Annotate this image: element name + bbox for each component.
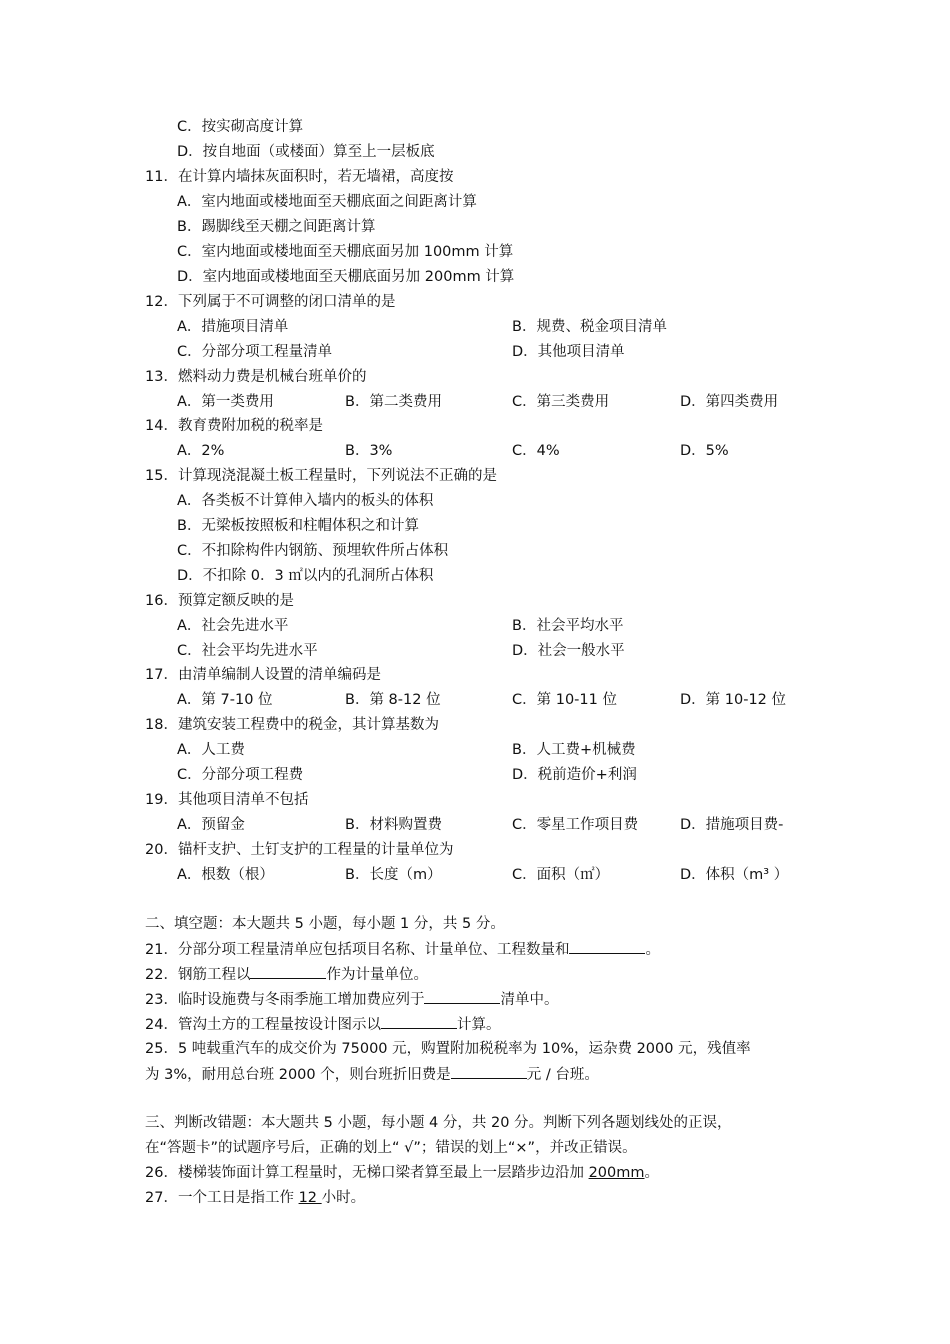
q25-answer-blank[interactable] [451, 1064, 527, 1079]
q22-answer-blank[interactable] [250, 964, 326, 979]
q26-underlined: 200mm [588, 1165, 645, 1181]
q25-line-1: 25．5 吨载重汽车的成交价为 75000 元，购置附加税税率为 10%，运杂费 2000 元，残值率 [145, 1041, 751, 1057]
q15-option-a: A．各类板不计算伸入墙内的板头的体积 [177, 493, 434, 509]
q11-option-b: B．踢脚线至天棚之间距离计算 [177, 219, 376, 235]
q10-option-d: D．按自地面（或楼面）算至上一层板底 [177, 144, 435, 160]
q17-option-c: C．第 10-11 位 [512, 692, 617, 708]
q26-text: 26．楼梯装饰面计算工程量时，无梯口梁者算至最上一层踏步边沿加 [145, 1165, 589, 1181]
q11-option-a: A．室内地面或楼地面至天棚底面之间距离计算 [177, 194, 477, 210]
q16-option-b: B．社会平均水平 [512, 618, 624, 634]
q15-stem: 15．计算现浇混凝土板工程量时，下列说法不正确的是 [145, 468, 497, 484]
q18-option-d: D．税前造价+利润 [512, 767, 637, 783]
q27 [145, 1188, 365, 1208]
q12-stem: 12．下列属于不可调整的闭口清单的是 [145, 294, 396, 310]
q19-option-d: D．措施项目费- [680, 817, 784, 833]
q14-option-d: D．5% [680, 443, 729, 459]
q14-option-c: C．4% [512, 443, 560, 459]
q17-option-a: A．第 7-10 位 [177, 692, 273, 708]
q21-end: 。 [645, 942, 660, 958]
q11-stem: 11．在计算内墙抹灰面积时，若无墙裙，高度按 [145, 169, 454, 185]
q23-end: 清单中。 [500, 992, 559, 1008]
q20-stem: 20．锚杆支护、土钉支护的工程量的计量单位为 [145, 842, 454, 858]
q27-end: 小时。 [321, 1190, 366, 1206]
q17-stem: 17．由清单编制人设置的清单编码是 [145, 667, 381, 683]
q14-option-b: B．3% [345, 443, 393, 459]
q15-option-b: B．无梁板按照板和柱帽体积之和计算 [177, 518, 419, 534]
q21-answer-blank[interactable] [569, 939, 645, 954]
q20-option-c: C．面积（㎡） [512, 867, 610, 883]
q21-text: 21．分部分项工程量清单应包括项目名称、计量单位、工程数量和 [145, 942, 570, 958]
section-3-heading-line-2: 在“答题卡”的试题序号后，正确的划上“ √”；错误的划上“×”，并改正错误。 [145, 1140, 637, 1156]
q16-option-c: C．社会平均先进水平 [177, 643, 318, 659]
q18-stem: 18．建筑安装工程费中的税金，其计算基数为 [145, 717, 439, 733]
q15-option-d: D．不扣除 0．3 ㎡以内的孔洞所占体积 [177, 568, 434, 584]
q18-option-c: C．分部分项工程费 [177, 767, 304, 783]
q24-end: 计算。 [456, 1017, 501, 1033]
q20-option-a: A．根数（根） [177, 867, 274, 883]
q14-stem: 14．教育费附加税的税率是 [145, 418, 323, 434]
q25-text: 为 3%，耐用总台班 2000 个，则台班折旧费是 [145, 1067, 451, 1083]
q12-option-c: C．分部分项工程量清单 [177, 344, 333, 360]
q18-option-b: B．人工费+机械费 [512, 742, 636, 758]
q20-option-d: D．体积（m³ ） [680, 867, 789, 883]
q16-option-d: D．社会一般水平 [512, 643, 625, 659]
q15-option-c: C．不扣除构件内钢筋、预埋软件所占体积 [177, 543, 449, 559]
q25-end: 元 / 台班。 [526, 1067, 599, 1083]
q26 [145, 1163, 659, 1183]
q25-line-2 [145, 1064, 599, 1085]
q14-option-a: A．2% [177, 443, 225, 459]
q23-answer-blank[interactable] [424, 989, 500, 1004]
q17-option-b: B．第 8-12 位 [345, 692, 441, 708]
q13-option-d: D．第四类费用 [680, 394, 779, 410]
q13-option-b: B．第二类费用 [345, 394, 442, 410]
q12-option-d: D．其他项目清单 [512, 344, 625, 360]
q20-option-b: B．长度（m） [345, 867, 442, 883]
q13-option-a: A．第一类费用 [177, 394, 274, 410]
q16-stem: 16．预算定额反映的是 [145, 593, 294, 609]
q27-underlined: 12 [298, 1190, 322, 1206]
section-2-heading: 二、填空题：本大题共 5 小题，每小题 1 分，共 5 分。 [145, 916, 505, 932]
q27-text: 27．一个工日是指工作 [145, 1190, 299, 1206]
q19-option-c: C．零星工作项目费 [512, 817, 639, 833]
q18-option-a: A．人工费 [177, 742, 245, 758]
q19-option-b: B．材料购置费 [345, 817, 442, 833]
q19-option-a: A．预留金 [177, 817, 245, 833]
q12-option-a: A．措施项目清单 [177, 319, 289, 335]
q19-stem: 19．其他项目清单不包括 [145, 792, 309, 808]
q23-text: 23．临时设施费与冬雨季施工增加费应列于 [145, 992, 425, 1008]
q22-text: 22．钢筋工程以 [145, 967, 251, 983]
q12-option-b: B．规费、税金项目清单 [512, 319, 667, 335]
q21 [145, 939, 660, 960]
q24-text: 24．管沟土方的工程量按设计图示以 [145, 1017, 381, 1033]
q22 [145, 964, 428, 985]
q11-option-c: C．室内地面或楼地面至天棚底面另加 100mm 计算 [177, 244, 514, 260]
q23 [145, 989, 558, 1010]
q13-stem: 13．燃料动力费是机械台班单价的 [145, 369, 367, 385]
q16-option-a: A．社会先进水平 [177, 618, 289, 634]
q11-option-d: D．室内地面或楼地面至天棚底面另加 200mm 计算 [177, 269, 515, 285]
q26-end: 。 [644, 1165, 659, 1181]
q24-answer-blank[interactable] [381, 1014, 457, 1029]
q17-option-d: D．第 10-12 位 [680, 692, 787, 708]
q13-option-c: C．第三类费用 [512, 394, 610, 410]
section-3-heading-line-1: 三、判断改错题：本大题共 5 小题，每小题 4 分，共 20 分。判断下列各题划线处的正误， [145, 1115, 732, 1131]
q10-option-c: C．按实砌高度计算 [177, 119, 304, 135]
q22-end: 作为计量单位。 [326, 967, 428, 983]
q24 [145, 1014, 500, 1035]
